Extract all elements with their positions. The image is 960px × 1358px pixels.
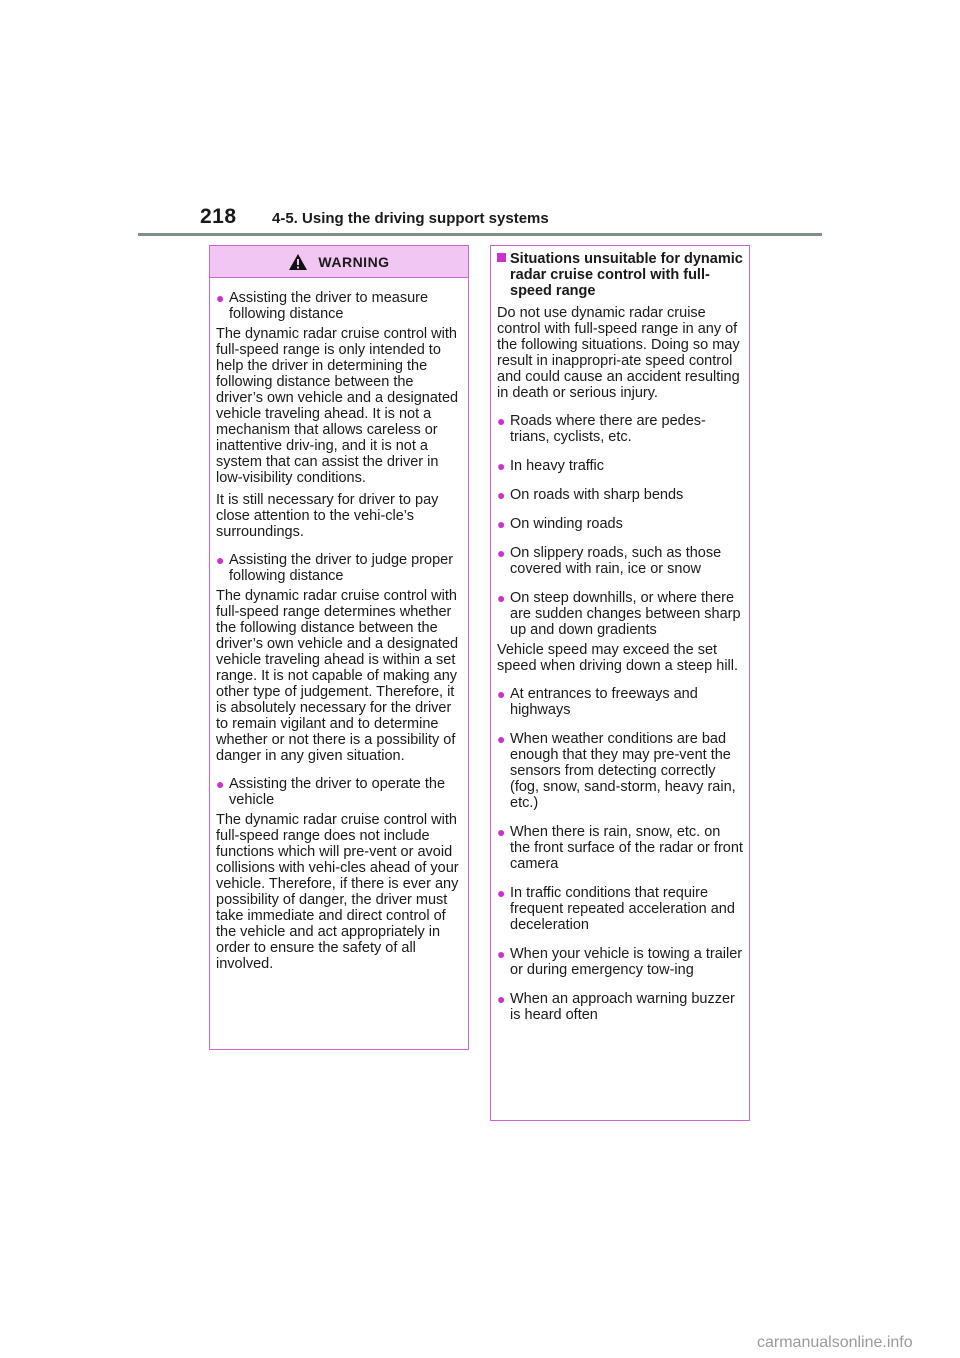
- bullet-icon: ●: [497, 413, 506, 429]
- bullet-icon: ●: [216, 552, 225, 568]
- situations-box: [490, 245, 750, 1121]
- list-item-text: In traffic conditions that require frequent repeated acceleration and deceleration: [510, 885, 735, 933]
- warning-box: [209, 245, 469, 1050]
- list-item: [497, 991, 743, 1023]
- warning-paragraph: The dynamic radar cruise control with full-speed range is only intended to help the driver in determining the following distance between the driver’s own vehicle and a designated vehicle traveling ahead. It is not a mechanism that allows careless or inattentive driv-ing, and it is not a system that can assist the driver in low-visibility conditions.: [216, 326, 459, 486]
- bullet-icon: ●: [497, 731, 506, 747]
- list-item-text: When there is rain, snow, etc. on the front surface of the radar or front camera: [510, 824, 743, 872]
- warning-item: [216, 552, 462, 584]
- list-item: [497, 590, 743, 638]
- list-item: [497, 516, 743, 532]
- page-header: [200, 205, 820, 235]
- bullet-icon: ●: [497, 686, 506, 702]
- bullet-icon: ●: [497, 458, 506, 474]
- list-item: [497, 487, 743, 503]
- list-item-text: When weather conditions are bad enough that they may pre-vent the sensors from detecting correctly (fog, snow, sand-storm, heavy rain, etc.): [510, 731, 736, 811]
- list-item: [497, 413, 743, 445]
- list-item: [497, 946, 743, 978]
- list-item: [497, 686, 743, 718]
- list-item-text: When your vehicle is towing a trailer or during emergency tow-ing: [510, 946, 743, 978]
- warning-title: WARNING: [318, 253, 390, 270]
- list-item-text: On steep downhills, or where there are sudden changes between sharp up and down gradients: [510, 590, 741, 638]
- warning-paragraph: The dynamic radar cruise control with full-speed range does not include functions which will pre-vent or avoid collisions with vehi-cles ahead of your vehicle. Therefore, if there is ever any possibility of danger, the driver must take immediate and direct control of the vehicle and act appropriately in order to ensure the safety of all involved.: [216, 812, 459, 972]
- list-item-text: On roads with sharp bends: [510, 487, 684, 503]
- warning-paragraph: The dynamic radar cruise control with full-speed range determines whether the following distance between the driver’s own vehicle and a designated vehicle traveling ahead is within a set range. It is not capable of making any other type of judgement. Therefore, it is absolutely necessary for the driver to remain vigilant and to determine whether or not there is a possibility of danger in any given situation.: [216, 588, 459, 764]
- list-item: [497, 824, 743, 872]
- situations-content: [491, 246, 749, 1023]
- warning-item: [216, 290, 462, 322]
- warning-item-heading: Assisting the driver to judge proper following distance: [229, 552, 454, 584]
- warning-item: [216, 776, 462, 808]
- situations-intro: Do not use dynamic radar cruise control with full-speed range in any of the following situations. Doing so may result in inappropri-ate speed control and could cause an accident resulting in death or serious injury.: [497, 305, 740, 401]
- header-rule: [138, 233, 822, 236]
- bullet-icon: ●: [216, 290, 225, 306]
- list-item: [497, 731, 743, 811]
- page-number: 218: [200, 205, 237, 228]
- list-item-text: On slippery roads, such as those covered with rain, ice or snow: [510, 545, 722, 577]
- bullet-icon: ●: [497, 824, 506, 840]
- list-item: [497, 458, 743, 474]
- list-item-text: In heavy traffic: [510, 458, 605, 474]
- warning-item-heading: Assisting the driver to operate the vehicle: [229, 776, 446, 808]
- watermark: carmanualsonline.info: [757, 1334, 913, 1351]
- list-item-text: When an approach warning buzzer is heard often: [510, 991, 735, 1023]
- list-item: [497, 545, 743, 577]
- situations-heading-text: Situations unsuitable for dynamic radar cruise control with full-speed range: [510, 251, 743, 299]
- section-title: 4-5. Using the driving support systems: [272, 210, 549, 227]
- list-item-text: At entrances to freeways and highways: [510, 686, 698, 718]
- bullet-icon: ●: [497, 545, 506, 561]
- warning-paragraph: It is still necessary for driver to pay close attention to the vehi-cle’s surroundings.: [216, 492, 439, 540]
- warning-item-heading: Assisting the driver to measure following distance: [229, 290, 429, 322]
- bullet-icon: ●: [497, 516, 506, 532]
- bullet-icon: ●: [497, 991, 506, 1007]
- list-item-text: Roads where there are pedes-trians, cyclists, etc.: [510, 413, 706, 445]
- bullet-icon: ●: [497, 487, 506, 503]
- bullet-icon: ●: [497, 946, 506, 962]
- square-bullet-icon: [497, 253, 506, 262]
- bullet-icon: ●: [497, 590, 506, 606]
- warning-header: [210, 246, 468, 278]
- list-item-text: On winding roads: [510, 516, 623, 532]
- situations-heading: [497, 251, 743, 299]
- bullet-icon: ●: [497, 885, 506, 901]
- warning-content: [210, 278, 468, 972]
- bullet-icon: ●: [216, 776, 225, 792]
- list-item: [497, 885, 743, 933]
- warning-triangle-icon: [288, 253, 308, 271]
- downhill-note: Vehicle speed may exceed the set speed when driving down a steep hill.: [497, 642, 739, 674]
